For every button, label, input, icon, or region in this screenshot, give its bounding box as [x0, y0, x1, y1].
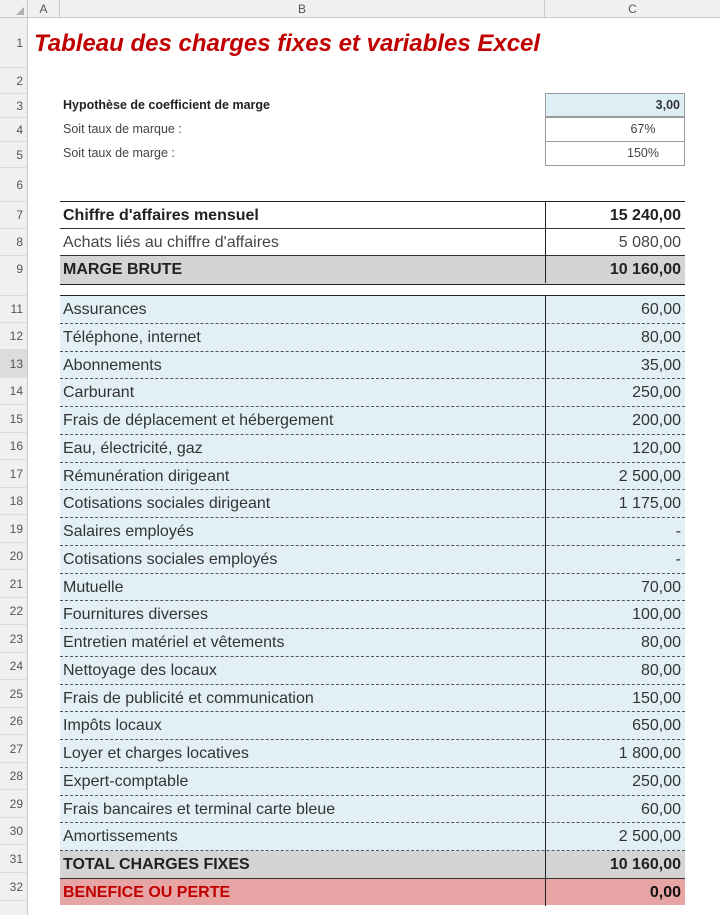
gross-margin-value[interactable]: 10 160,00 — [545, 256, 685, 283]
charge-row[interactable] — [60, 546, 685, 574]
charge-row[interactable] — [60, 712, 685, 740]
charge-value[interactable]: 2 500,00 — [545, 823, 685, 851]
charge-label: Frais de publicité et communication — [63, 689, 314, 707]
charge-row[interactable] — [60, 407, 685, 435]
hypothesis-coefficient-value[interactable]: 3,00 — [545, 93, 685, 117]
charge-label: Cotisations sociales dirigeant — [63, 495, 271, 513]
row-header[interactable]: 27 — [0, 735, 28, 763]
row-header[interactable]: 22 — [0, 598, 28, 625]
charge-label: Frais bancaires et terminal carte bleue — [63, 800, 336, 818]
revenue-row[interactable] — [60, 202, 685, 229]
charge-value[interactable]: 200,00 — [545, 407, 685, 435]
charge-value[interactable]: 1 175,00 — [545, 490, 685, 518]
charge-value[interactable]: 650,00 — [545, 712, 685, 740]
row-header[interactable]: 2 — [0, 68, 28, 94]
charge-label: Mutuelle — [63, 578, 124, 596]
select-all-corner[interactable] — [0, 0, 28, 18]
charge-row[interactable] — [60, 324, 685, 352]
charge-row[interactable] — [60, 296, 685, 324]
charge-value[interactable]: 120,00 — [545, 435, 685, 463]
row-header[interactable]: 17 — [0, 460, 28, 488]
total-fixed-charges-label: TOTAL CHARGES FIXES — [63, 856, 250, 873]
row-header[interactable]: 28 — [0, 763, 28, 790]
charge-label: Assurances — [63, 301, 147, 318]
charge-value[interactable]: 80,00 — [545, 324, 685, 352]
revenue-value[interactable]: 15 240,00 — [545, 202, 685, 229]
markup-rate-value[interactable]: 67% — [545, 117, 685, 142]
charge-label: Eau, électricité, gaz — [63, 439, 203, 457]
charge-row[interactable] — [60, 823, 685, 851]
charge-row[interactable] — [60, 629, 685, 657]
charge-row[interactable] — [60, 768, 685, 796]
charge-label: Carburant — [63, 384, 135, 402]
total-fixed-charges-row[interactable] — [60, 851, 685, 878]
charge-label: Nettoyage des locaux — [63, 661, 217, 679]
charge-label: Cotisations sociales employés — [63, 550, 278, 568]
row-header[interactable]: 14 — [0, 378, 28, 405]
charge-label: Téléphone, internet — [63, 328, 201, 346]
hypothesis-coefficient-label[interactable]: Hypothèse de coefficient de marge — [63, 98, 271, 112]
column-header-c[interactable]: C — [628, 2, 637, 16]
row-header[interactable]: 18 — [0, 488, 28, 515]
total-fixed-charges-value[interactable]: 10 160,00 — [545, 851, 685, 878]
charge-value[interactable]: - — [545, 546, 685, 574]
charge-row[interactable] — [60, 518, 685, 546]
profit-loss-row[interactable] — [60, 878, 685, 905]
charge-row[interactable] — [60, 352, 685, 380]
row-header[interactable]: 24 — [0, 653, 28, 680]
charge-label: Entretien matériel et vêtements — [63, 634, 285, 651]
column-header-a[interactable]: A — [28, 0, 60, 18]
charge-value[interactable]: 250,00 — [545, 379, 685, 407]
row-header[interactable]: 31 — [0, 845, 28, 873]
charge-row[interactable] — [60, 574, 685, 602]
charge-label: Frais de déplacement et hébergement — [63, 412, 334, 429]
purchases-label: Achats liés au chiffre d'affaires — [63, 234, 279, 251]
row-header[interactable]: 12 — [0, 323, 28, 350]
profit-loss-label: BENEFICE OU PERTE — [63, 884, 231, 901]
row-header[interactable]: 15 — [0, 405, 28, 433]
charge-row[interactable] — [60, 490, 685, 518]
charge-row[interactable] — [60, 740, 685, 768]
charge-row[interactable] — [60, 379, 685, 407]
charge-value[interactable]: 80,00 — [545, 629, 685, 657]
charge-label: Expert-comptable — [63, 772, 189, 790]
row-header[interactable]: 4 — [0, 118, 28, 142]
row-header[interactable]: 1 — [0, 18, 28, 68]
row-header[interactable]: 21 — [0, 570, 28, 598]
margin-rate-value[interactable]: 150% — [545, 141, 685, 166]
row-header[interactable]: 9 — [0, 256, 28, 296]
row-header[interactable]: 13 — [0, 350, 28, 378]
row-header[interactable]: 19 — [0, 515, 28, 543]
row-header[interactable]: 23 — [0, 625, 28, 653]
purchases-row[interactable] — [60, 229, 685, 256]
row-header[interactable]: 29 — [0, 790, 28, 818]
charge-row[interactable] — [60, 463, 685, 491]
charge-row[interactable] — [60, 435, 685, 463]
margin-rate-label[interactable]: Soit taux de marge : — [63, 146, 175, 160]
row-header[interactable]: 8 — [0, 229, 28, 256]
revenue-label: Chiffre d'affaires mensuel — [63, 207, 259, 224]
column-header-b[interactable]: B — [60, 0, 545, 18]
charge-row[interactable] — [60, 657, 685, 685]
row-header[interactable]: 3 — [0, 94, 28, 118]
charge-value[interactable]: 2 500,00 — [545, 463, 685, 491]
markup-rate-label[interactable]: Soit taux de marque : — [63, 122, 182, 136]
charge-label: Fournitures diverses — [63, 606, 208, 624]
row-header[interactable]: 16 — [0, 433, 28, 460]
row-header[interactable]: 32 — [0, 873, 28, 901]
sheet-title[interactable]: Tableau des charges fixes et variables Excel — [34, 30, 541, 57]
charge-value[interactable]: 250,00 — [545, 768, 685, 796]
charge-value[interactable]: - — [545, 518, 685, 546]
row-header[interactable]: 25 — [0, 680, 28, 708]
charge-value[interactable]: 35,00 — [545, 352, 685, 380]
charge-value[interactable]: 80,00 — [545, 657, 685, 685]
charge-value[interactable]: 1 800,00 — [545, 740, 685, 768]
charge-row[interactable] — [60, 796, 685, 824]
charge-label: Salaires employés — [63, 523, 194, 540]
row-header[interactable]: 11 — [0, 296, 28, 323]
row-header[interactable]: 5 — [0, 142, 28, 168]
charge-label: Loyer et charges locatives — [63, 745, 249, 762]
row-header[interactable]: 30 — [0, 818, 28, 845]
column-header-bar — [0, 0, 720, 18]
profit-loss-value[interactable]: 0,00 — [545, 879, 685, 906]
charge-row[interactable] — [60, 685, 685, 713]
charge-value[interactable]: 100,00 — [545, 601, 685, 629]
charge-value[interactable]: 70,00 — [545, 574, 685, 602]
charge-value[interactable]: 60,00 — [545, 296, 685, 324]
charge-label: Rémunération dirigeant — [63, 467, 230, 485]
charge-value[interactable]: 60,00 — [545, 796, 685, 824]
charge-label: Impôts locaux — [63, 717, 162, 735]
row-header[interactable]: 26 — [0, 708, 28, 735]
row-header[interactable]: 20 — [0, 543, 28, 570]
gross-margin-label: MARGE BRUTE — [63, 261, 183, 278]
charge-value[interactable]: 150,00 — [545, 685, 685, 713]
row-header — [0, 901, 28, 915]
purchases-value[interactable]: 5 080,00 — [545, 229, 685, 256]
charge-label: Abonnements — [63, 356, 162, 374]
gross-margin-row[interactable] — [60, 256, 685, 284]
charge-label: Amortissements — [63, 828, 178, 846]
row-header[interactable]: 7 — [0, 202, 28, 229]
row-header[interactable]: 6 — [0, 168, 28, 202]
charge-row[interactable] — [60, 601, 685, 629]
